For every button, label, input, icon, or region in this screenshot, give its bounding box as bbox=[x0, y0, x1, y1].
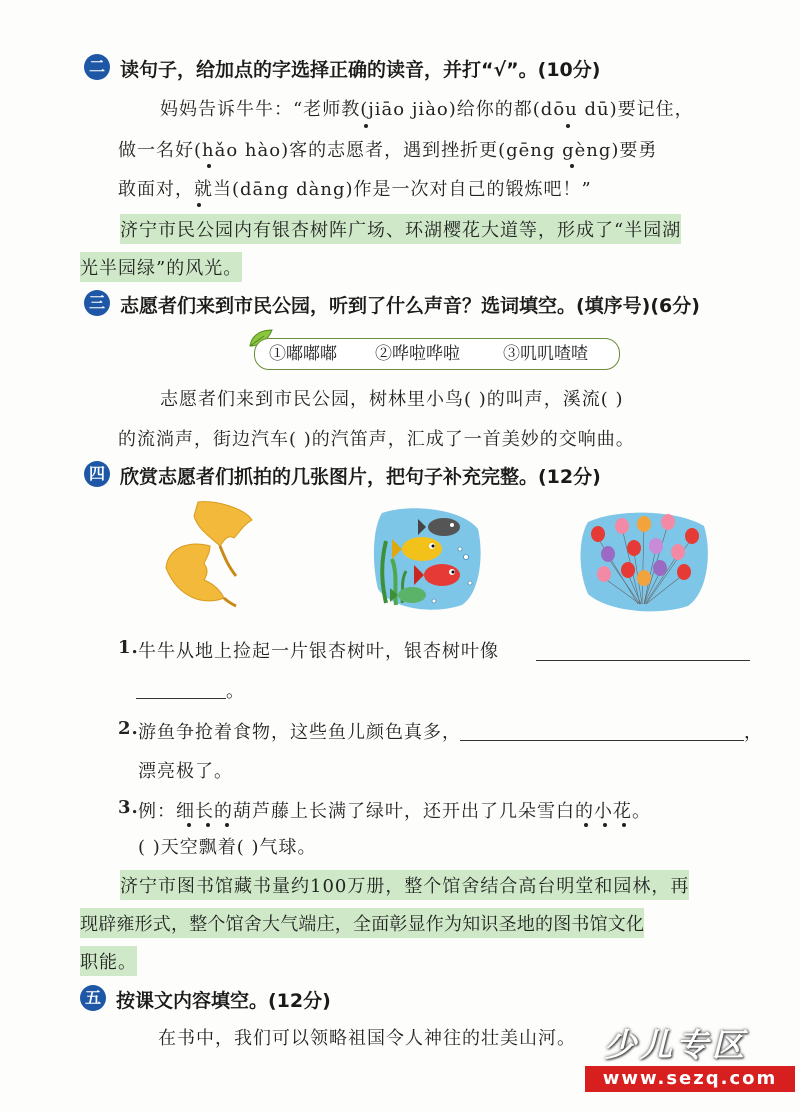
emphasis-dot bbox=[187, 823, 191, 827]
emphasis-dot bbox=[207, 164, 211, 168]
answer-blank[interactable] bbox=[536, 660, 750, 661]
emphasis-dot bbox=[622, 823, 626, 827]
question-text: 漂亮极了。 bbox=[138, 761, 233, 782]
fish-pond-image bbox=[372, 505, 484, 613]
watermark-url: www.sezq.com bbox=[585, 1066, 795, 1092]
section-badge-4: 四 bbox=[84, 461, 110, 487]
question-number: 1. bbox=[118, 637, 139, 658]
emphasis-dot bbox=[584, 823, 588, 827]
balloons-image bbox=[578, 508, 712, 614]
emphasis-dot bbox=[364, 124, 368, 128]
emphasis-dot bbox=[603, 823, 607, 827]
text-line: 敢面对，就当(dāng dàng)作是一次对自己的锻炼吧！” bbox=[118, 179, 592, 200]
text-line: 的流淌声，街边汽车( )的汽笛声，汇成了一首美妙的交响曲。 bbox=[118, 429, 635, 450]
question-text: 游鱼争抢着食物，这些鱼儿颜色真多， bbox=[138, 722, 461, 743]
info-note-line: 光半园绿”的风光。 bbox=[80, 252, 242, 282]
section-badge-2: 二 bbox=[84, 54, 110, 80]
question-text: 。 bbox=[226, 681, 245, 702]
section-title-5: 按课文内容填空。(12分) bbox=[116, 990, 331, 1012]
section-title-2: 读句子，给加点的字选择正确的读音，并打“√”。(10分) bbox=[120, 59, 601, 81]
emphasis-dot bbox=[566, 124, 570, 128]
text-line: 做一名好(hǎo hào)客的志愿者，遇到挫折更(gēng gèng)要勇 bbox=[118, 140, 658, 161]
emphasis-dot bbox=[197, 203, 201, 207]
section-badge-3: 三 bbox=[84, 290, 110, 316]
text-line: 志愿者们来到市民公园，树林里小鸟( )的叫声，溪流( ) bbox=[160, 389, 624, 410]
question-text: 牛牛从地上捡起一片银杏树叶，银杏树叶像 bbox=[138, 641, 499, 662]
question-text: ( )天空飘着( )气球。 bbox=[138, 837, 317, 858]
info-note-line: 现辟雍形式，整个馆舍大气端庄，全面彰显作为知识圣地的图书馆文化 bbox=[80, 908, 644, 938]
section-title-3: 志愿者们来到市民公园，听到了什么声音？选词填空。(填序号)(6分) bbox=[120, 295, 700, 317]
word-choice-box bbox=[254, 338, 620, 370]
question-text: ， bbox=[744, 722, 763, 743]
emphasis-dot bbox=[225, 823, 229, 827]
emphasis-dot bbox=[206, 823, 210, 827]
question-text: 例：细长的葫芦藤上长满了绿叶，还开出了几朵雪白的小花。 bbox=[138, 801, 651, 822]
emphasis-dot bbox=[570, 164, 574, 168]
question-number: 3. bbox=[118, 797, 139, 818]
section-badge-5: 五 bbox=[80, 985, 106, 1011]
text-line: 在书中，我们可以领略祖国令人神往的壮美山河。 bbox=[158, 1028, 576, 1049]
answer-blank[interactable] bbox=[460, 740, 744, 741]
question-number: 2. bbox=[118, 718, 139, 739]
watermark-brand: 少儿专区 bbox=[604, 1026, 749, 1064]
info-note-line: 职能。 bbox=[80, 946, 137, 976]
answer-blank[interactable] bbox=[136, 698, 226, 699]
info-note-line: 济宁市图书馆藏书量约100万册，整个馆舍结合高台明堂和园林，再 bbox=[120, 870, 689, 900]
choice-3: ③叽叽喳喳 bbox=[503, 344, 588, 364]
section-title-4: 欣赏志愿者们抓拍的几张图片，把句子补充完整。(12分) bbox=[120, 466, 601, 488]
info-note-line: 济宁市民公园内有银杏树阵广场、环湖樱花大道等，形成了“半园湖 bbox=[120, 214, 681, 244]
ginkgo-leaves-image bbox=[158, 498, 268, 610]
choice-2: ②哗啦哗啦 bbox=[375, 344, 460, 364]
text-line: 妈妈告诉牛牛：“老师教(jiāo jiào)给你的都(dōu dū)要记住， bbox=[160, 99, 694, 120]
choice-1: ①嘟嘟嘟 bbox=[269, 344, 337, 364]
